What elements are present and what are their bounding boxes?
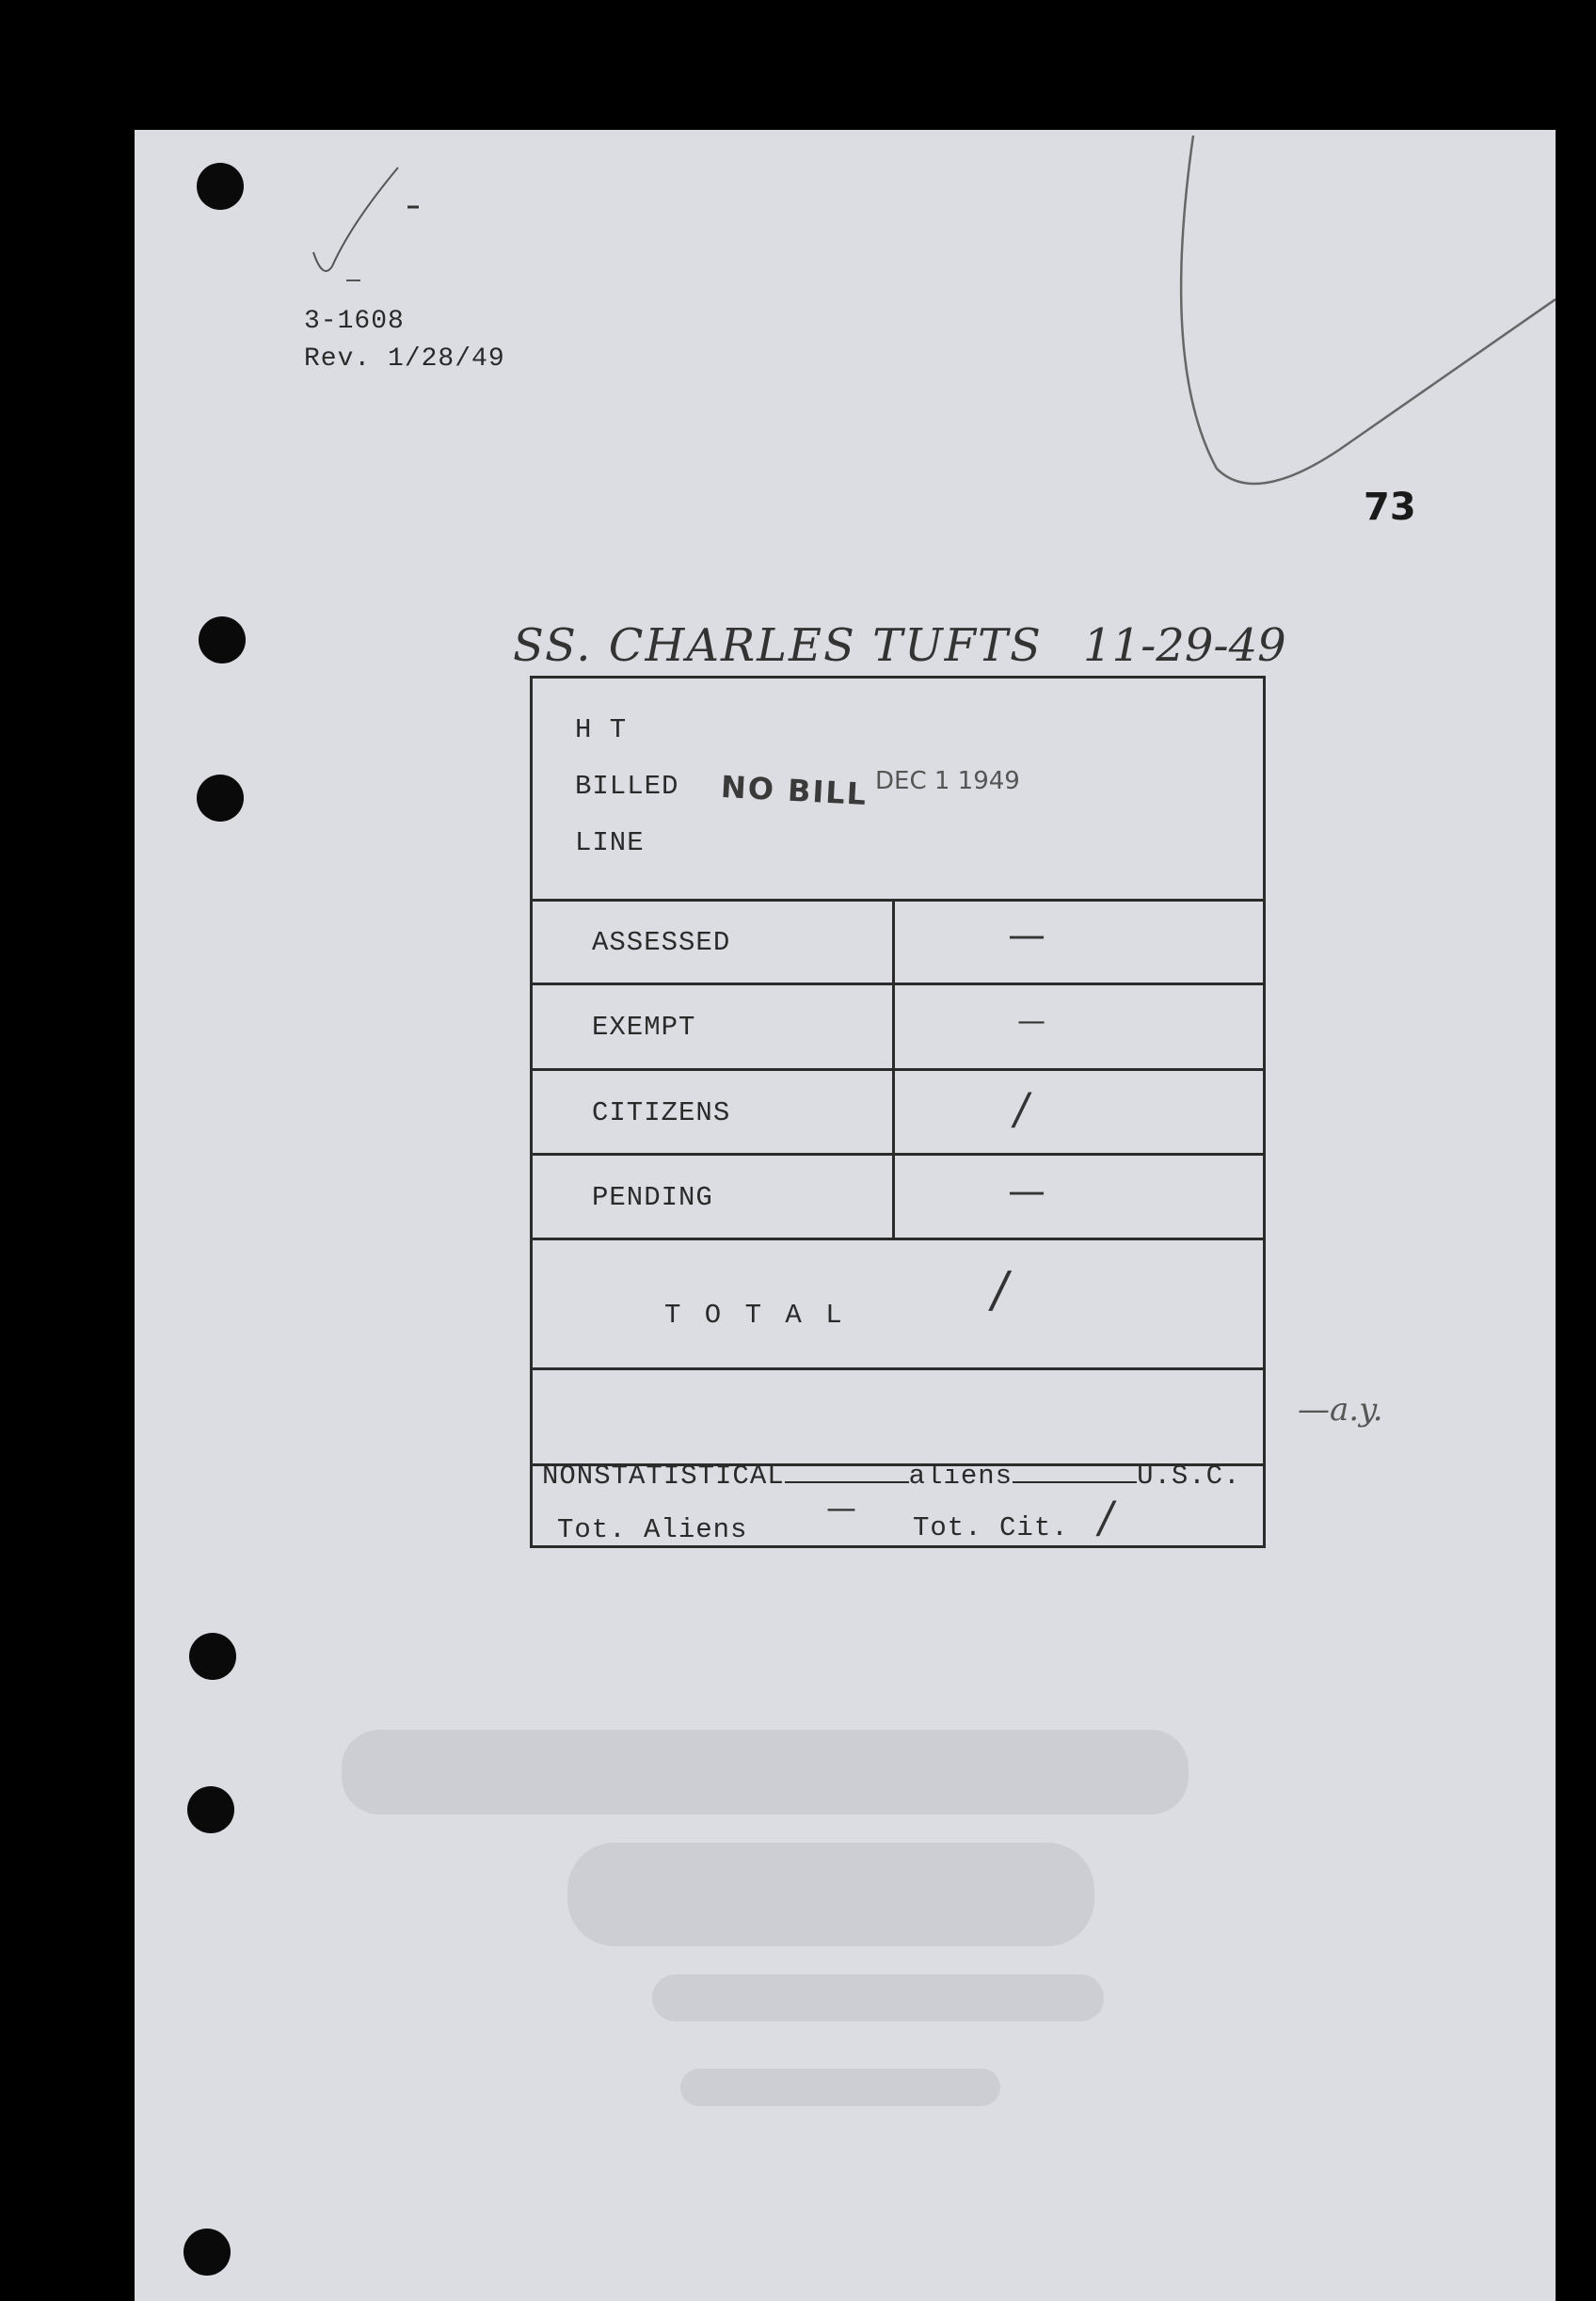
aliens-label: aliens — [908, 1461, 1013, 1492]
row-label-pending: PENDING — [592, 1182, 713, 1213]
check-mark-icon — [304, 139, 436, 290]
table-divider — [533, 1153, 1263, 1156]
row-value-citizens: / — [1010, 1083, 1034, 1134]
margin-initials: —a.y. — [1298, 1391, 1383, 1429]
row-label-citizens: CITIZENS — [592, 1097, 731, 1128]
line-label: LINE — [575, 827, 645, 858]
form-table — [530, 676, 1266, 1548]
vessel-name: SS. CHARLES TUFTS — [513, 619, 1043, 672]
tot-cit-label: Tot. Cit. — [913, 1512, 1069, 1543]
table-divider — [533, 983, 1263, 985]
table-divider — [533, 1238, 1263, 1240]
punch-hole — [189, 1633, 236, 1680]
nonstatistical-line — [542, 1461, 1240, 1492]
pencil-curve-mark — [1113, 130, 1556, 487]
total-value: / — [986, 1262, 1013, 1318]
page-number: 73 — [1364, 486, 1416, 529]
row-label-assessed: ASSESSED — [592, 927, 731, 958]
row-value-assessed: — — [1008, 914, 1045, 957]
date-stamp: DEC 1 1949 — [875, 767, 1020, 795]
tot-cit-value: / — [1094, 1492, 1119, 1542]
tot-aliens-label: Tot. Aliens — [557, 1514, 748, 1545]
punch-hole — [184, 2229, 231, 2276]
row-label-exempt: EXEMPT — [592, 1012, 696, 1043]
table-divider — [533, 1068, 1263, 1071]
ht-label: H T — [575, 714, 628, 745]
bleed-through-mark — [342, 1730, 1424, 2219]
blank-usc — [1013, 1481, 1137, 1483]
form-revision: Rev. 1/28/49 — [304, 344, 505, 374]
row-value-exempt: — — [1017, 1005, 1045, 1038]
punch-hole — [197, 775, 244, 822]
voyage-date: 11-29-49 — [1083, 619, 1286, 672]
punch-hole — [197, 163, 244, 210]
billed-label: BILLED — [575, 771, 679, 802]
tot-aliens-value: — — [826, 1490, 856, 1526]
no-bill-stamp: NO BILL — [720, 768, 870, 813]
table-divider — [533, 899, 1263, 902]
punch-hole — [199, 616, 246, 663]
row-value-pending: — — [1008, 1170, 1045, 1213]
document-page — [135, 130, 1556, 2301]
total-label: T O T A L — [664, 1300, 846, 1331]
blank-aliens — [785, 1481, 909, 1483]
form-number: 3-1608 — [304, 307, 405, 336]
punch-hole — [187, 1786, 234, 1833]
usc-label: U.S.C. — [1137, 1461, 1241, 1492]
table-divider — [533, 1367, 1263, 1370]
column-divider — [892, 899, 895, 1239]
nonstatistical-label: NONSTATISTICAL — [542, 1461, 785, 1492]
